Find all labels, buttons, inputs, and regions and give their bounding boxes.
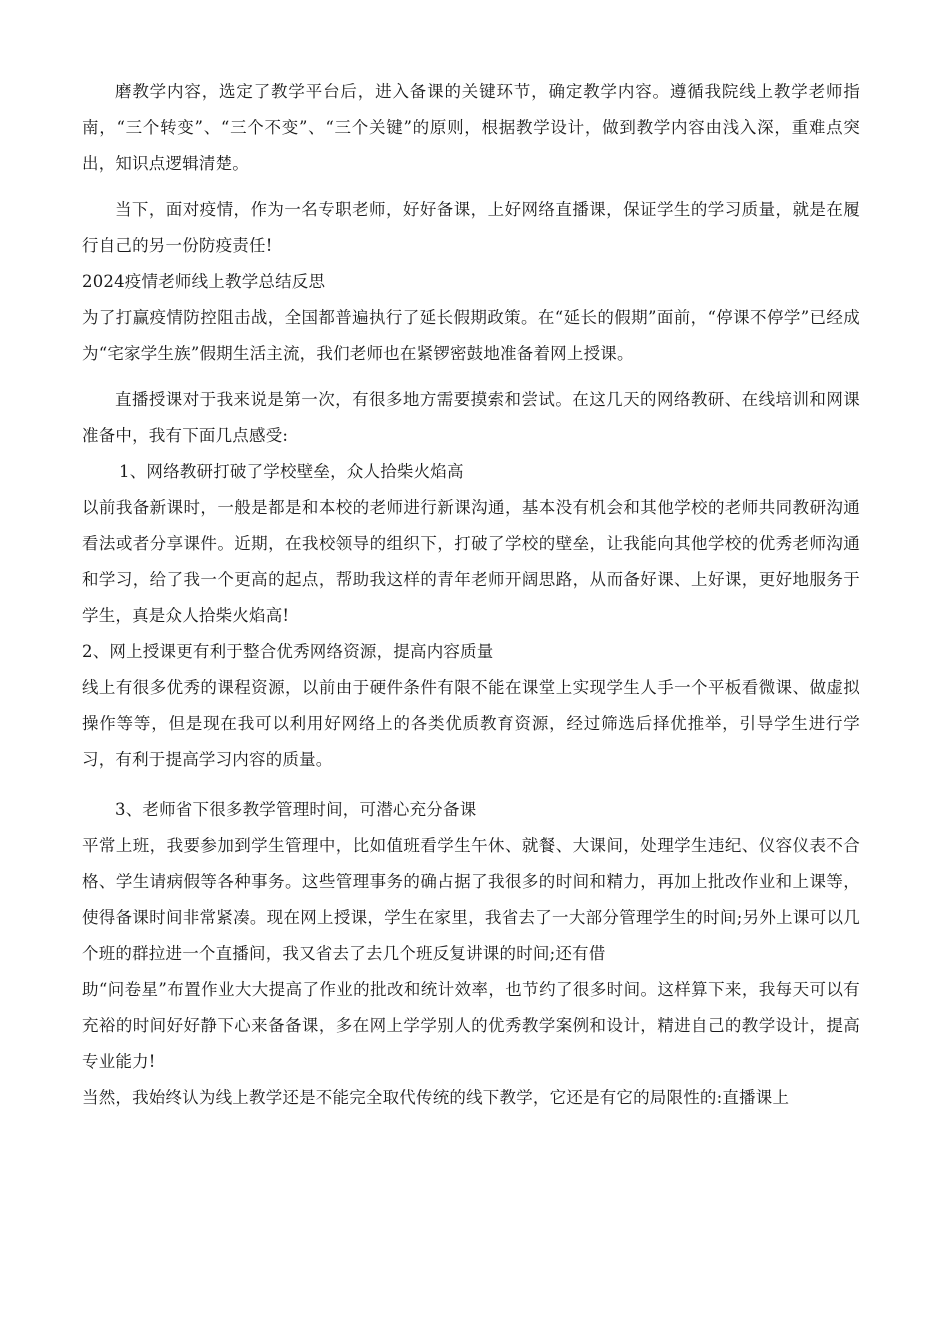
document-page — [82, 74, 860, 1116]
heading-point-2: 2、网上授课更有利于整合优秀网络资源，提高内容质量 — [82, 642, 494, 661]
paragraph-point-1: 以前我备新课时，一般是都是和本校的老师进行新课沟通，基本没有机会和其他学校的老师共同教研沟通看法或者分享课件。近期，在我校领导的组织下，打破了学校的壁垒，让我能向其他学校的优秀老师沟通和学习，给了我一个更高的起点，帮助我这样的青年老师开阔思路，从而备好课、上好课，更好地服务于学生，真是众人拾柴火焰高! — [82, 498, 860, 625]
paragraph-teaching-content: 磨教学内容，选定了教学平台后，进入备课的关键环节，确定教学内容。遵循我院线上教学老师指南，“三个转变”、“三个不变”、“三个关键”的原则，根据教学设计，做到教学内容由浅入深，重难点突出，知识点逻辑清楚。 — [82, 82, 860, 173]
paragraph-first-live-class: 直播授课对于我来说是第一次，有很多地方需要摸索和尝试。在这几天的网络教研、在线培训和网课准备中，我有下面几点感受: — [82, 390, 860, 445]
paragraph-point-3-part-1: 平常上班，我要参加到学生管理中，比如值班看学生午休、就餐、大课间，处理学生违纪、仪容仪表不合格、学生请病假等各种事务。这些管理事务的确占据了我很多的时间和精力，再加上批改作业和上课等，使得备课时间非常紧凑。现在网上授课，学生在家里，我省去了一大部分管理学生的时间;另外上课可以几个班的群拉进一个直播间，我又省去了去几个班反复讲课的时间;还有借 — [82, 836, 860, 963]
heading-point-3: 3、老师省下很多教学管理时间，可潜心充分备课 — [115, 800, 477, 819]
paragraph-point-2: 线上有很多优秀的课程资源，以前由于硬件条件有限不能在课堂上实现学生人手一个平板看微课、做虚拟操作等等，但是现在我可以利用好网络上的各类优质教育资源，经过筛选后择优推举，引导学生进行学习，有利于提高学习内容的质量。 — [82, 678, 860, 769]
paragraph-extended-holiday: 为了打赢疫情防控阻击战，全国都普遍执行了延长假期政策。在“延长的假期”面前，“停课不停学”已经成为“宅家学生族”假期生活主流，我们老师也在紧锣密鼓地准备着网上授课。 — [82, 308, 860, 363]
paragraph-limitations: 当然，我始终认为线上教学还是不能完全取代传统的线下教学，它还是有它的局限性的:直播课上 — [82, 1088, 790, 1107]
paragraph-epidemic-duty: 当下，面对疫情，作为一名专职老师，好好备课，上好网络直播课，保证学生的学习质量，就是在履行自己的另一份防疫责任! — [82, 200, 860, 255]
section-title: 2024疫情老师线上教学总结反思 — [82, 272, 326, 291]
paragraph-point-3-part-2: 助“问卷星”布置作业大大提高了作业的批改和统计效率，也节约了很多时间。这样算下来，我每天可以有充裕的时间好好静下心来备备课，多在网上学学别人的优秀教学案例和设计，精进自己的教学设计，提高专业能力! — [82, 980, 860, 1071]
heading-point-1: 1、网络教研打破了学校壁垒，众人拾柴火焰高 — [119, 462, 464, 481]
